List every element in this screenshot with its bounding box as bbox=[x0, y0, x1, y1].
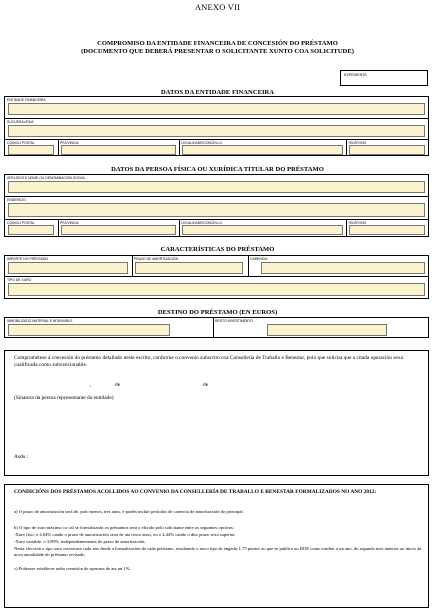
destination-box bbox=[4, 317, 429, 338]
divider bbox=[132, 256, 133, 276]
divider bbox=[5, 139, 428, 140]
signature-label: (Sinatura da persoa representante da entidade) bbox=[14, 395, 114, 401]
locality-field[interactable] bbox=[182, 225, 343, 235]
divider bbox=[179, 219, 180, 237]
section-title-loan: CARACTERÍSTICAS DO PRÉSTAMO bbox=[160, 246, 275, 253]
amount-field[interactable] bbox=[8, 262, 128, 274]
divider bbox=[5, 276, 428, 277]
phone-field[interactable] bbox=[349, 145, 425, 155]
branch-label: SUCURSAL/RÚA bbox=[7, 120, 34, 124]
grace-field[interactable] bbox=[261, 262, 425, 274]
condition-b1: -Xuro fixo: o 4,04% cando o prazo de amortización sexa de ata cinco anos, ou o 4,44% cando o dito prazo sexa superior. bbox=[14, 532, 236, 537]
expedient-box[interactable] bbox=[340, 70, 428, 86]
date-de-1: de bbox=[115, 382, 121, 388]
fixed-assets-label: INMOBILIZADO MATERIAL E INTANXIBLE bbox=[7, 319, 73, 323]
postal-code-label: CÓDIGO POSTAL bbox=[7, 221, 35, 225]
name-label: APELIDOS E NOME OU DENOMINACIÓN SOCIAL bbox=[7, 176, 86, 180]
section-title-destination: DESTINO DO PRÉSTAMO (EN EUROS) bbox=[157, 309, 278, 316]
condition-c: c) Poderase establecer unha comisión de apertura de ata un 1%. bbox=[14, 566, 131, 571]
divider bbox=[5, 219, 428, 220]
loan-box bbox=[4, 255, 429, 299]
address-label: ENDEREZO bbox=[7, 198, 26, 202]
divider bbox=[58, 139, 59, 156]
grace-label: CARENCIA bbox=[250, 257, 268, 261]
divider bbox=[179, 139, 180, 156]
phone-field[interactable] bbox=[349, 225, 425, 235]
province-label: PROVINCIA bbox=[60, 141, 79, 145]
divider bbox=[5, 118, 428, 119]
date-de-2: de bbox=[203, 382, 209, 388]
place-comma: , bbox=[90, 382, 92, 388]
name-field[interactable] bbox=[8, 181, 425, 193]
expedient-label: EXPEDIENTE bbox=[344, 73, 367, 77]
amount-label: IMPORTE DO PRÉSTAMO bbox=[7, 257, 49, 261]
divider bbox=[346, 139, 347, 156]
term-label: PRAZO DE AMORTIZACIÓN bbox=[134, 257, 179, 261]
fixed-assets-field[interactable] bbox=[8, 324, 170, 336]
postal-code-label: CÓDIGO POSTAL bbox=[7, 141, 35, 145]
commitment-box bbox=[4, 350, 429, 476]
province-label: PROVINCIA bbox=[60, 221, 79, 225]
postal-code-field[interactable] bbox=[8, 225, 54, 235]
branch-field[interactable] bbox=[8, 125, 425, 137]
rate-field[interactable] bbox=[8, 283, 425, 296]
borrower-box bbox=[4, 174, 429, 237]
divider bbox=[248, 256, 249, 276]
divider bbox=[5, 196, 428, 197]
term-field[interactable] bbox=[135, 262, 243, 274]
title-line: COMPROMISO DA ENTIDADE FINANCEIRA DE CONCESIÓN DO PRÉSTAMO bbox=[97, 40, 338, 47]
address-field[interactable] bbox=[8, 203, 425, 217]
entity-label: ENTIDADE FINANCEIRA bbox=[7, 98, 46, 102]
locality-label: LOCALIDADE/CONCELLO bbox=[181, 221, 223, 225]
condition-b: b) O tipo de xuro máximo co cal se formalizarán os préstamos será o elixido polo solicitante entre as seguintes opcións: bbox=[14, 525, 234, 530]
section-title-financial-entity: DATOS DA ENTIDADE FINANCEIRA bbox=[160, 89, 275, 96]
postal-code-field[interactable] bbox=[8, 145, 54, 155]
entity-field[interactable] bbox=[8, 103, 425, 115]
locality-field[interactable] bbox=[182, 145, 343, 155]
divider bbox=[346, 219, 347, 237]
commitment-text: Comprométese á concesión do préstamo detallado neste escrito, conforme o convenio subscrito coa Consellería de Traballo e Benestar, polo que solicita que a citada operación sexa cualificada como subvencionable. bbox=[14, 355, 403, 368]
investment-field[interactable] bbox=[267, 324, 387, 336]
document-title bbox=[30, 40, 405, 56]
phone-label: TELÉFONO bbox=[348, 141, 367, 145]
locality-label: LOCALIDADE/CONCELLO bbox=[181, 141, 223, 145]
phone-label: TELÉFONO bbox=[348, 221, 367, 225]
province-field[interactable] bbox=[61, 145, 176, 155]
annex-title: ANEXO VII bbox=[194, 2, 241, 12]
financial-entity-box bbox=[4, 96, 429, 156]
signed-label: Asdo.: bbox=[14, 454, 29, 460]
rate-label: TIPO DE XURO bbox=[7, 278, 32, 282]
condition-b2: -Xuro variable: o 3,89%, independentemente do prazo de amortización. bbox=[14, 539, 146, 544]
conditions-box bbox=[4, 484, 429, 608]
section-title-borrower: DATOS DA PERSOA FÍSICA OU XURÍDICA TITULAR DO PRÉSTAMO bbox=[111, 166, 324, 173]
subtitle-line: (DOCUMENTO QUE DEBERÁ PRESENTAR O SOLICITANTE XUNTO COA SOLICITUDE) bbox=[81, 48, 354, 55]
conditions-title: CONDICIÓNS DOS PRÉSTAMOS ACOLLIDOS AO CONVENIO DA CONSELLERÍA DE TRABALLO E BENESTAR FORMALIZADOS NO ANO 2012: bbox=[14, 489, 377, 495]
condition-b3: Nesta elección o tipo xuro revisarase cada ano desde a formalización de cada préstamo, resultando o novo tipo de engadir 1,75 puntos ao que se publica no BOE como euribor a un ano, do segundo mes anterior ao inicio da nova anualidade do préstamo revisado. bbox=[14, 546, 422, 557]
investment-label: RESTO INVESTIMENTO bbox=[215, 319, 253, 323]
divider bbox=[58, 219, 59, 237]
province-field[interactable] bbox=[61, 225, 176, 235]
condition-a: a) O prazo de amortización será de, polo menos, tres anos, e poden incluír períodos de carencia de amortización do principal. bbox=[14, 509, 244, 514]
divider bbox=[213, 318, 214, 337]
